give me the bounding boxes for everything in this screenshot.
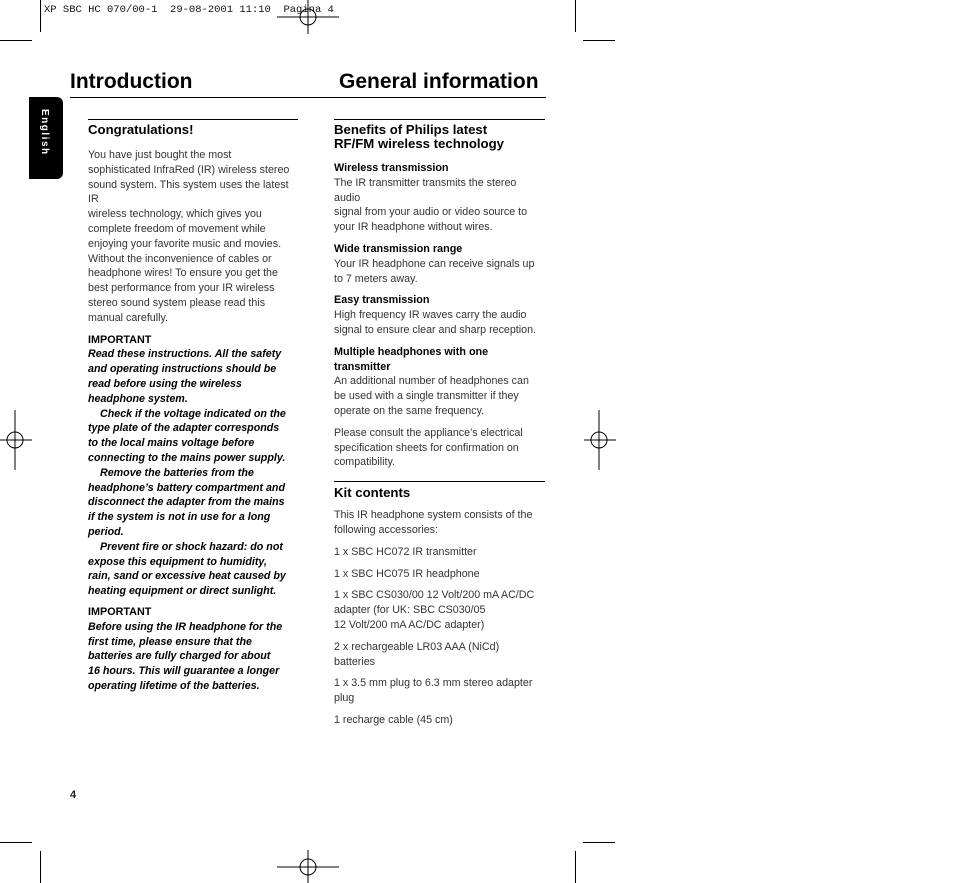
left-column <box>88 119 298 694</box>
congratulations-title: Congratulations! <box>88 122 194 137</box>
kit-item <box>334 713 545 728</box>
important-label-2: IMPORTANT <box>88 605 152 618</box>
consult-text <box>334 426 545 470</box>
intro-line: headphone wires! To ensure you get the <box>88 267 278 280</box>
intro-line: enjoying your favorite music and movies. <box>88 237 282 250</box>
kit-contents-title: Kit contents <box>334 485 411 501</box>
title-line: Multiple headphones with one <box>334 345 489 358</box>
registration-mark-left <box>0 410 32 470</box>
important-line: batteries are fully charged for about <box>88 650 271 663</box>
kit-item <box>334 545 545 560</box>
text-line: 12 Volt/200 mA AC/DC adapter) <box>334 618 485 631</box>
kit-item <box>334 676 545 706</box>
multiple-headphones-text <box>334 374 545 418</box>
intro-line: manual carefully. <box>88 311 168 324</box>
important-line: Remove the batteries from the <box>100 466 254 479</box>
kit-intro-text <box>334 508 545 538</box>
registration-mark-top <box>277 0 339 34</box>
text-line: plug <box>334 692 355 705</box>
important-line: and operating instructions should be <box>88 363 277 376</box>
text-line: batteries <box>334 655 375 668</box>
easy-transmission-title: Easy transmission <box>334 294 430 307</box>
text-line: following accessories: <box>334 523 438 536</box>
congratulations-section <box>88 119 298 137</box>
kit-item <box>334 567 545 582</box>
important-paragraphs-1 <box>88 347 298 599</box>
text-line: 1 x 3.5 mm plug to 6.3 mm stereo adapter <box>334 677 533 690</box>
intro-line: best performance from your IR wireless <box>88 282 275 295</box>
text-line: be used with a single transmitter if they <box>334 390 519 403</box>
important-line: first time, please ensure that the <box>88 635 252 648</box>
important-line: to the local mains voltage before <box>88 437 255 450</box>
multiple-headphones-title <box>334 345 545 375</box>
intro-line: sophisticated InfraRed (IR) wireless stereo <box>88 163 290 176</box>
intro-line: complete freedom of movement while <box>88 222 266 235</box>
important-paragraph <box>88 466 298 540</box>
important-line: rain, sand or excessive heat caused by <box>88 570 286 583</box>
important-line: period. <box>88 525 124 538</box>
important-line: connecting to the mains power supply. <box>88 451 286 464</box>
easy-transmission-text <box>334 308 545 338</box>
text-line: your IR headphone without wires. <box>334 221 493 234</box>
header-general-information: General information <box>339 70 539 93</box>
text-line: signal from your audio or video source to <box>334 206 528 219</box>
kit-contents-section <box>334 481 545 500</box>
important-line: if the system is not in use for a long <box>88 511 271 524</box>
important-line: Prevent fire or shock hazard: do not <box>100 540 283 553</box>
important-line: read before using the wireless <box>88 377 242 390</box>
intro-line: wireless technology, which gives you <box>88 208 262 221</box>
print-slug: XP SBC HC 070/00-1 29-08-2001 11:10 Pagina 4 <box>44 4 334 16</box>
wireless-transmission-title: Wireless transmission <box>334 162 449 174</box>
text-line: adapter (for UK: SBC CS030/05 <box>334 604 486 617</box>
important-paragraph <box>88 347 298 406</box>
page-number: 4 <box>70 789 77 801</box>
registration-mark-bottom <box>277 850 339 883</box>
benefits-section <box>334 119 545 151</box>
text-line: operate on the same frequency. <box>334 404 485 417</box>
text-line: Please consult the appliance’s electrical <box>334 426 523 439</box>
text-line: to 7 meters away. <box>334 272 418 285</box>
text-line: The IR transmitter transmits the stereo audio <box>334 176 517 204</box>
text-line: This IR headphone system consists of the <box>334 509 533 522</box>
important-line: disconnect the adapter from the mains <box>88 496 285 509</box>
intro-paragraph <box>88 148 298 326</box>
text-line: 1 recharge cable (45 cm) <box>334 713 453 726</box>
title-line: transmitter <box>334 360 391 373</box>
wide-range-text <box>334 257 545 287</box>
benefits-title-line: Benefits of Philips latest <box>334 122 488 137</box>
kit-item <box>334 640 545 670</box>
important-line: 16 hours. This will guarantee a longer <box>88 665 280 678</box>
important-line: headphone system. <box>88 392 188 405</box>
intro-line: You have just bought the most <box>88 149 232 161</box>
important-line: type plate of the adapter corresponds <box>88 422 280 435</box>
important-line: Check if the voltage indicated on the <box>100 407 286 420</box>
important-line: Before using the IR headphone for the <box>88 620 283 633</box>
intro-line: Without the inconvenience of cables or <box>88 252 272 265</box>
text-line: 1 x SBC CS030/00 12 Volt/200 mA AC/DC <box>334 589 535 602</box>
intro-line: stereo sound system please read this <box>88 296 266 309</box>
text-line: compatibility. <box>334 456 395 469</box>
right-column <box>334 119 545 728</box>
header-introduction: Introduction <box>70 70 193 93</box>
text-line: Your IR headphone can receive signals up <box>334 257 535 270</box>
important-line: heating equipment or direct sunlight. <box>88 585 277 598</box>
language-tab-label: English <box>39 109 50 156</box>
text-line: An additional number of headphones can <box>334 375 529 388</box>
important-label-1: IMPORTANT <box>88 333 152 346</box>
important-line: headphone’s battery compartment and <box>88 481 285 494</box>
text-line: signal to ensure clear and sharp reception. <box>334 323 536 336</box>
important-line: expose this equipment to humidity, <box>88 555 267 568</box>
wireless-transmission-text <box>334 176 545 235</box>
text-line: 1 x SBC HC075 IR headphone <box>334 567 480 580</box>
text-line: 1 x SBC HC072 IR transmitter <box>334 545 477 558</box>
intro-line: sound system. This system uses the latest IR <box>88 178 289 206</box>
benefits-title-line: RF/FM wireless technology <box>334 136 505 151</box>
wide-range-title: Wide transmission range <box>334 242 463 255</box>
text-line: specification sheets for confirmation on <box>334 441 519 454</box>
important-line: operating lifetime of the batteries. <box>88 679 260 692</box>
important-line: Read these instructions. All the safety <box>88 348 282 361</box>
language-tab <box>29 97 63 179</box>
important-paragraph-2 <box>88 620 298 694</box>
text-line: 2 x rechargeable LR03 AAA (NiCd) <box>334 640 500 653</box>
registration-mark-right <box>584 410 616 470</box>
important-paragraph <box>88 407 298 466</box>
header-rule <box>70 97 546 98</box>
important-paragraph <box>88 540 298 599</box>
text-line: High frequency IR waves carry the audio <box>334 309 527 322</box>
benefits-title <box>334 123 545 151</box>
kit-item <box>334 588 545 632</box>
